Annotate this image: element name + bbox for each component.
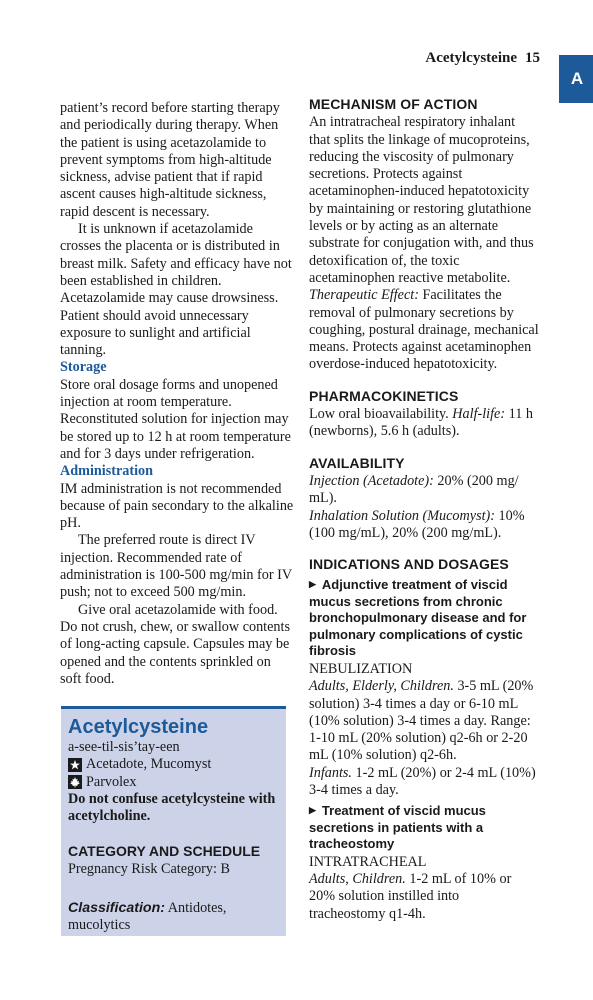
indication-title (309, 576, 539, 660)
therapeutic-effect-label: Therapeutic Effect: (309, 287, 419, 304)
indication-title-text: Adjunctive treatment of viscid mucus secretions from chronic bronchopulmonary disease and for pulmonary complications of cystic fibrosis (309, 577, 527, 659)
canada-flag-icon (68, 775, 82, 789)
pronunciation: a-see-til-sis’tay-een (68, 739, 180, 755)
left-column (60, 100, 294, 688)
storage-heading: Storage (60, 359, 107, 376)
paragraph: Give oral acetazolamide with food. Do not crush, chew, or swallow contents of long-acting capsule. Capsules may be opened and the contents sprinkled on soft food. (60, 601, 290, 687)
indication-title-text: Treatment of viscid mucus secretions in patients with a tracheostomy (309, 803, 486, 852)
triangle-bullet-icon: ▶ (309, 579, 316, 590)
mechanism-heading: MECHANISM OF ACTION (309, 96, 478, 112)
paragraph: IM administration is not recommended because of pain secondary to the alkaline pH. (60, 480, 294, 532)
dose-text: 3-5 mL (20% solution) 3-4 times a day or 6-10 mL (10% solution) 3-4 times a day. Range: 1-10 mL (20% solution) q2-6h or 2-20 mL (10% solution) q2-6h. (309, 678, 534, 764)
classification (68, 900, 278, 935)
paragraph (309, 406, 539, 441)
dosage (309, 678, 539, 764)
drug-name: Acetylcysteine (68, 716, 209, 738)
running-head-title: Acetylcysteine (425, 50, 517, 66)
thumb-tab-letter: A (570, 69, 584, 88)
dose-text: 1-2 mL of 10% or 20% solution instilled into tracheostomy q1-4h. (309, 871, 512, 922)
confusion-warning: Do not confuse acetylcysteine with acetylcholine. (68, 790, 276, 825)
paragraph (309, 473, 539, 508)
half-life-text: 11 h (newborns), 5.6 h (adults). (309, 406, 533, 440)
indication-title (309, 802, 539, 853)
category-heading: CATEGORY AND SCHEDULE (68, 843, 261, 860)
paragraph: The preferred route is direct IV injection. Recommended rate of administration is 100-500 mg/min for IV push; not to exceed 500 mg/min. (60, 532, 292, 601)
running-head (360, 50, 540, 67)
brand-names: Acetadote, Mucomyst (86, 756, 212, 773)
category-text: Pregnancy Risk Category: B (68, 860, 230, 877)
paragraph: patient’s record before starting therapy and periodically during therapy. When the patient is using acetazolamide to prevent symptoms from high-altitude sickness, advise patient that if rapid ascent causes high-altitude sickness, rapid descent is necessary. (60, 100, 280, 220)
classification-label: Classification: (68, 900, 165, 917)
half-life-label: Half-life: (452, 406, 506, 423)
right-column (309, 96, 539, 923)
availability-heading: AVAILABILITY (309, 454, 405, 471)
drug-monograph-box (61, 706, 286, 936)
population: Infants. (309, 764, 352, 781)
administration-heading: Administration (60, 463, 154, 480)
paragraph: It is unknown if acetazolamide crosses the placenta or is distributed in breast milk. Safety and efficacy have not been established in children. Acetazolamide may cause drowsiness. Patient should avoid unnecessary exposure to sunlight and artificial tanning. (60, 221, 292, 359)
thumb-index-tab[interactable] (559, 55, 593, 103)
route: INTRATRACHEAL (309, 853, 427, 870)
page-number: 15 (525, 50, 540, 66)
paragraph (309, 508, 539, 543)
paragraph: Store oral dosage forms and unopened injection at room temperature. Reconstituted solution for injection may be stored up to 12 h at room temperature and for 3 days under refrigeration. (60, 376, 291, 462)
brand-name: Parvolex (86, 773, 137, 790)
triangle-bullet-icon: ▶ (309, 805, 316, 816)
inhalation-label: Inhalation Solution (Mucomyst): (309, 507, 495, 524)
us-flag-icon (68, 758, 82, 772)
classification-text: Antidotes, mucolytics (68, 900, 227, 934)
injection-label: Injection (Acetadote): (309, 472, 434, 489)
brand-row-canada (68, 774, 278, 791)
injection-text: 20% (200 mg/ mL). (309, 472, 519, 507)
pharmacokinetics-heading: PHARMACOKINETICS (309, 387, 459, 404)
dose-text: 1-2 mL (20%) or 2-4 mL (10%) 3-4 times a day. (309, 764, 536, 798)
population: Adults, Elderly, Children. (309, 678, 454, 695)
paragraph (309, 114, 539, 373)
dosage (309, 765, 539, 800)
route: NEBULIZATION (309, 660, 413, 677)
pk-text: Low oral bioavailability. (309, 406, 453, 423)
mechanism-text: An intratracheal respiratory inhalant that splits the linkage of mucoproteins, reducing the viscosity of pulmonary secretions. Protects against acetaminophen-induced hepatotoxicity by maintaining or restoring glutathione levels or by acting as an alternate substrate for conjugation with, and thus detoxification of, the toxic acetaminophen reactive metabolite. (309, 114, 534, 286)
brand-row-us (68, 756, 278, 773)
indications-heading: INDICATIONS AND DOSAGES (309, 556, 509, 573)
population: Adults, Children. (309, 871, 406, 888)
dosage (309, 871, 539, 923)
inhalation-text: 10% (100 mg/mL), 20% (200 mg/mL). (309, 507, 525, 541)
therapeutic-effect-text: Facilitates the removal of pulmonary secretions by coughing, postural drainage, mechanical means. Protects against acetaminophen overdose-induced hepatotoxicity. (309, 287, 539, 373)
